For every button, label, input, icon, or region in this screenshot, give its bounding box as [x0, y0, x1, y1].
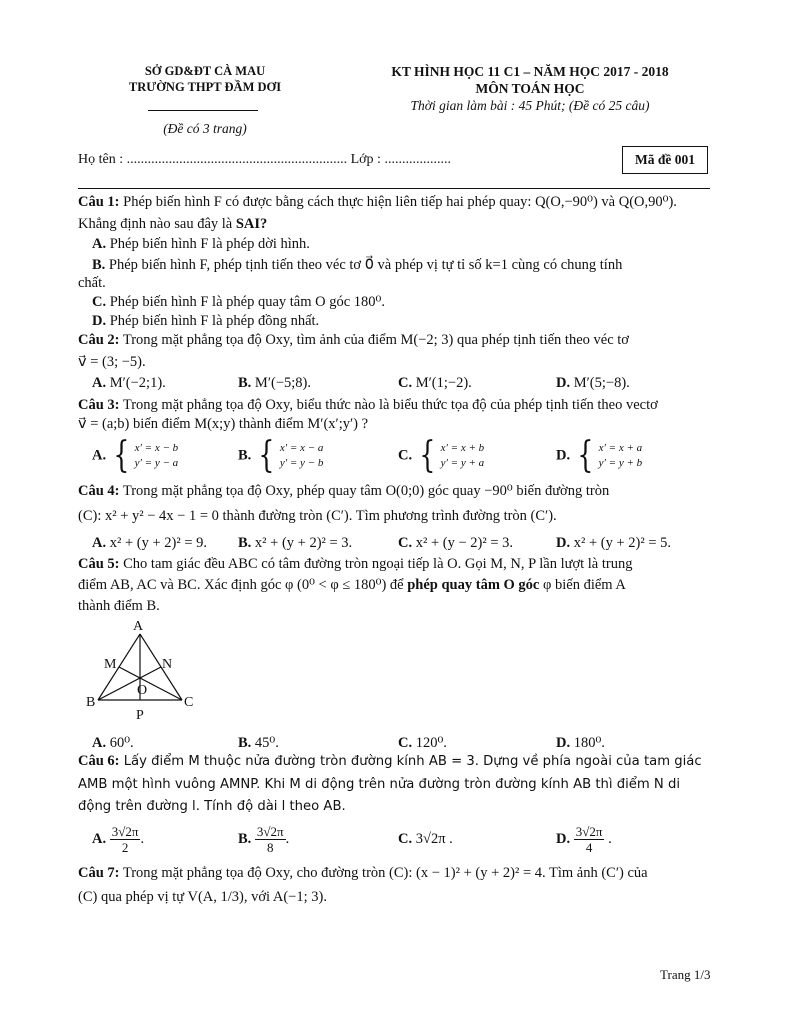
q1-option-d[interactable] — [92, 312, 319, 331]
q1-stem — [78, 193, 710, 212]
label-n: N — [162, 657, 173, 672]
q5-label: Câu 5: — [78, 556, 120, 572]
department-name: SỞ GD&ĐT CÀ MAU — [144, 64, 266, 78]
q6-text: Lấy điểm M thuộc nửa đường tròn đường kính AB = 3. Dựng về phía ngoài của tam giác — [123, 754, 702, 769]
label-m: M — [104, 657, 117, 672]
option-label: B. — [92, 257, 106, 273]
numerator: 3√2π — [256, 824, 284, 839]
q4-option-a[interactable] — [92, 534, 207, 553]
q2-stem-2: v⃗ = (3; −5). — [78, 354, 146, 370]
fraction — [255, 824, 286, 855]
equation-system — [416, 435, 485, 476]
option-label: A. — [92, 535, 107, 551]
q6-option-d[interactable]: D. $\frac{3√2\pi}{4}$ . — [556, 824, 612, 855]
sys-line-2: y′ = y − a — [134, 457, 179, 469]
option-label: C. — [92, 294, 107, 310]
option-text: Phép biến hình F là phép dời hình. — [109, 236, 310, 252]
sys-line-2: y′ = y + a — [440, 457, 485, 469]
option-text: M′(−5;8). — [254, 375, 311, 391]
subject-title: MÔN TOÁN HỌC — [475, 81, 585, 96]
option-label: A. — [92, 735, 107, 751]
label-a: A — [133, 619, 144, 634]
q6-label: Câu 6: — [78, 753, 120, 769]
equation-system — [574, 435, 643, 476]
fraction — [574, 824, 605, 855]
sys-line-2: y′ = y − b — [279, 457, 324, 469]
time-note: Thời gian làm bài : 45 Phút; (Đề có 25 câu) — [410, 98, 650, 113]
q5-stem-2 — [78, 576, 710, 595]
brace-icon: { — [258, 435, 275, 476]
student-info-line: Họ tên : ............................................................... Lớp : ................... — [78, 152, 451, 167]
pages-note: (Đề có 3 trang) — [163, 121, 247, 136]
q5-text: Cho tam giác đều ABC có tâm đường tròn ngoại tiếp là O. Gọi M, N, P lần lượt là trung — [123, 556, 633, 572]
q1-label: Câu 1: — [78, 194, 120, 210]
q5-option-d[interactable] — [556, 734, 605, 753]
q4-stem — [78, 482, 710, 501]
q2-text: Trong mặt phẳng tọa độ Oxy, tìm ảnh của điểm M(−2; 3) qua phép tịnh tiến theo véc tơ — [122, 332, 629, 348]
sys-line-2: y′ = y + b — [598, 457, 643, 469]
option-text: x² + (y − 2)² = 3. — [415, 535, 513, 551]
option-label: D. — [556, 535, 571, 551]
q5-text-2-bold: phép quay tâm O góc — [407, 577, 540, 593]
q2-label: Câu 2: — [78, 332, 120, 348]
q5-text-2-end: φ biến điểm A — [539, 577, 626, 593]
option-text: Phép biến hình F, phép tịnh tiến theo véc tơ 0⃗ và phép vị tự tỉ số k=1 cùng có chung tính — [108, 257, 623, 273]
option-text: Phép biến hình F là phép quay tâm O góc 180⁰. — [109, 294, 385, 310]
label-c: C — [184, 695, 194, 710]
option-label: B. — [238, 735, 252, 751]
q6-option-a[interactable]: A. $\frac{3√2\pi}{2}$ . — [92, 824, 145, 855]
q5-text-2: điểm AB, AC và BC. Xác định góc φ (0⁰ < φ ≤ 180⁰) để — [78, 577, 408, 593]
q1-text: Phép biến hình F có được bằng cách thực hiện liên tiếp hai phép quay: Q(O,−90⁰) và Q(O,90⁰). — [123, 194, 677, 210]
option-label: A. — [92, 830, 107, 847]
exam-code-box: Mã đề 001 — [622, 146, 708, 174]
option-label: D. — [556, 375, 571, 391]
option-label: C. — [398, 831, 413, 847]
numerator: 3√2π — [575, 824, 603, 839]
option-text: 60⁰. — [109, 735, 134, 751]
sys-line-1: x′ = x + b — [440, 442, 485, 454]
sys-line-1: x′ = x − b — [134, 442, 179, 454]
option-label: D. — [556, 830, 571, 847]
option-label: B. — [238, 535, 252, 551]
q5-stem — [78, 555, 710, 574]
school-name: TRƯỜNG THPT ĐẦM DƠI — [128, 80, 282, 94]
denominator: 4 — [585, 840, 593, 855]
option-label: C. — [398, 447, 413, 464]
q1-option-a[interactable] — [92, 235, 310, 254]
option-label: B. — [238, 447, 252, 464]
option-label: A. — [92, 447, 107, 464]
q1-text-2: Khẳng định nào sau đây là — [78, 216, 236, 232]
equation-system — [255, 435, 324, 476]
option-label: A. — [92, 375, 107, 391]
option-text: 120⁰. — [415, 735, 447, 751]
q3-stem — [78, 396, 710, 415]
q2-option-a[interactable] — [92, 374, 166, 393]
q5-option-a[interactable] — [92, 734, 134, 753]
label-p: P — [136, 708, 144, 723]
option-label: C. — [398, 735, 413, 751]
header-divider — [78, 188, 710, 189]
option-text: x² + (y + 2)² = 5. — [573, 535, 671, 551]
q3-stem-2: v⃗ = (a;b) biến điểm M(x;y) thành điểm M′(x′;y′) ? — [78, 416, 369, 432]
q4-stem-2: (C): x² + y² − 4x − 1 = 0 thành đường tròn (C′). Tìm phương trình đường tròn (C′). — [78, 508, 557, 524]
q2-stem — [78, 331, 710, 350]
q1-option-b[interactable] — [92, 256, 622, 275]
q7-text: Trong mặt phẳng tọa độ Oxy, cho đường tròn (C): (x − 1)² + (y + 2)² = 4. Tìm ảnh (C′) của — [122, 865, 648, 881]
q6-option-b[interactable]: B. $\frac{3√2\pi}{8}$ . — [238, 824, 290, 855]
option-text: Phép biến hình F là phép đồng nhất. — [109, 313, 320, 329]
option-label: B. — [238, 830, 252, 847]
triangle-figure — [80, 616, 200, 726]
q3-option-d[interactable] — [556, 435, 643, 476]
option-text: 45⁰. — [254, 735, 279, 751]
equation-system — [110, 435, 179, 476]
option-text: 3√2π . — [415, 831, 453, 847]
label-b: B — [86, 695, 96, 710]
q3-option-c[interactable] — [398, 435, 485, 476]
option-label: D. — [92, 313, 107, 329]
option-label: A. — [92, 236, 107, 252]
brace-icon: { — [113, 435, 130, 476]
denominator: 2 — [121, 840, 129, 855]
q2-option-c[interactable] — [398, 374, 472, 393]
brace-icon: { — [419, 435, 436, 476]
q4-option-c[interactable] — [398, 534, 513, 553]
fraction — [110, 824, 141, 855]
option-label: C. — [398, 375, 413, 391]
option-label: B. — [238, 375, 252, 391]
q5-option-b[interactable] — [238, 734, 279, 753]
q7-stem — [78, 864, 710, 883]
q4-label: Câu 4: — [78, 483, 120, 499]
q4-text: Trong mặt phẳng tọa độ Oxy, phép quay tâm O(0;0) góc quay −90⁰ biến đường tròn — [122, 483, 610, 499]
option-label: D. — [556, 735, 571, 751]
sys-line-1: x′ = x + a — [598, 442, 643, 454]
q1-sai: SAI? — [235, 216, 268, 232]
q3-option-a[interactable] — [92, 435, 179, 476]
q3-text: Trong mặt phẳng tọa độ Oxy, biểu thức nào là biểu thức tọa độ của phép tịnh tiến theo vectơ — [122, 397, 658, 413]
page-number: Trang 1/3 — [660, 967, 711, 982]
q7-stem-2: (C) qua phép vị tự V(A, 1/3), với A(−1; 3). — [78, 889, 327, 905]
q2-option-d[interactable] — [556, 374, 630, 393]
q2-option-b[interactable] — [238, 374, 311, 393]
q6-option-c[interactable] — [398, 830, 453, 849]
q1-option-b-cont: chất. — [78, 275, 106, 291]
q3-label: Câu 3: — [78, 397, 120, 413]
option-text: M′(1;−2). — [415, 375, 472, 391]
q4-option-d[interactable] — [556, 534, 671, 553]
option-label: D. — [556, 447, 571, 464]
q3-option-b[interactable] — [238, 435, 324, 476]
denominator: 8 — [267, 840, 274, 855]
q6-stem-2: AMB một hình vuông AMNP. Khi M di động trên nửa đường tròn đường kính AB thì điểm N di — [78, 777, 681, 792]
option-text: 180⁰. — [573, 735, 605, 751]
exam-title: KT HÌNH HỌC 11 C1 – NĂM HỌC 2017 - 2018 — [391, 64, 669, 79]
option-text: x² + (y + 2)² = 9. — [109, 535, 207, 551]
q6-stem — [78, 752, 710, 771]
sys-line-1: x′ = x − a — [279, 442, 324, 454]
q6-stem-3: động trên đường l. Tính độ dài l theo AB. — [78, 799, 346, 814]
q7-label: Câu 7: — [78, 865, 120, 881]
option-text: x² + (y + 2)² = 3. — [254, 535, 353, 551]
q5-option-c[interactable] — [398, 734, 447, 753]
q1-option-c[interactable] — [92, 293, 385, 312]
brace-icon: { — [577, 435, 594, 476]
header-rule — [148, 110, 258, 111]
option-label: C. — [398, 535, 413, 551]
q1-stem-2 — [78, 215, 710, 234]
numerator: 3√2π — [111, 824, 139, 839]
q4-option-b[interactable] — [238, 534, 352, 553]
option-text: M′(−2;1). — [109, 375, 166, 391]
label-o: O — [137, 683, 148, 698]
q5-stem-3: thành điểm B. — [78, 598, 160, 614]
option-text: M′(5;−8). — [573, 375, 630, 391]
